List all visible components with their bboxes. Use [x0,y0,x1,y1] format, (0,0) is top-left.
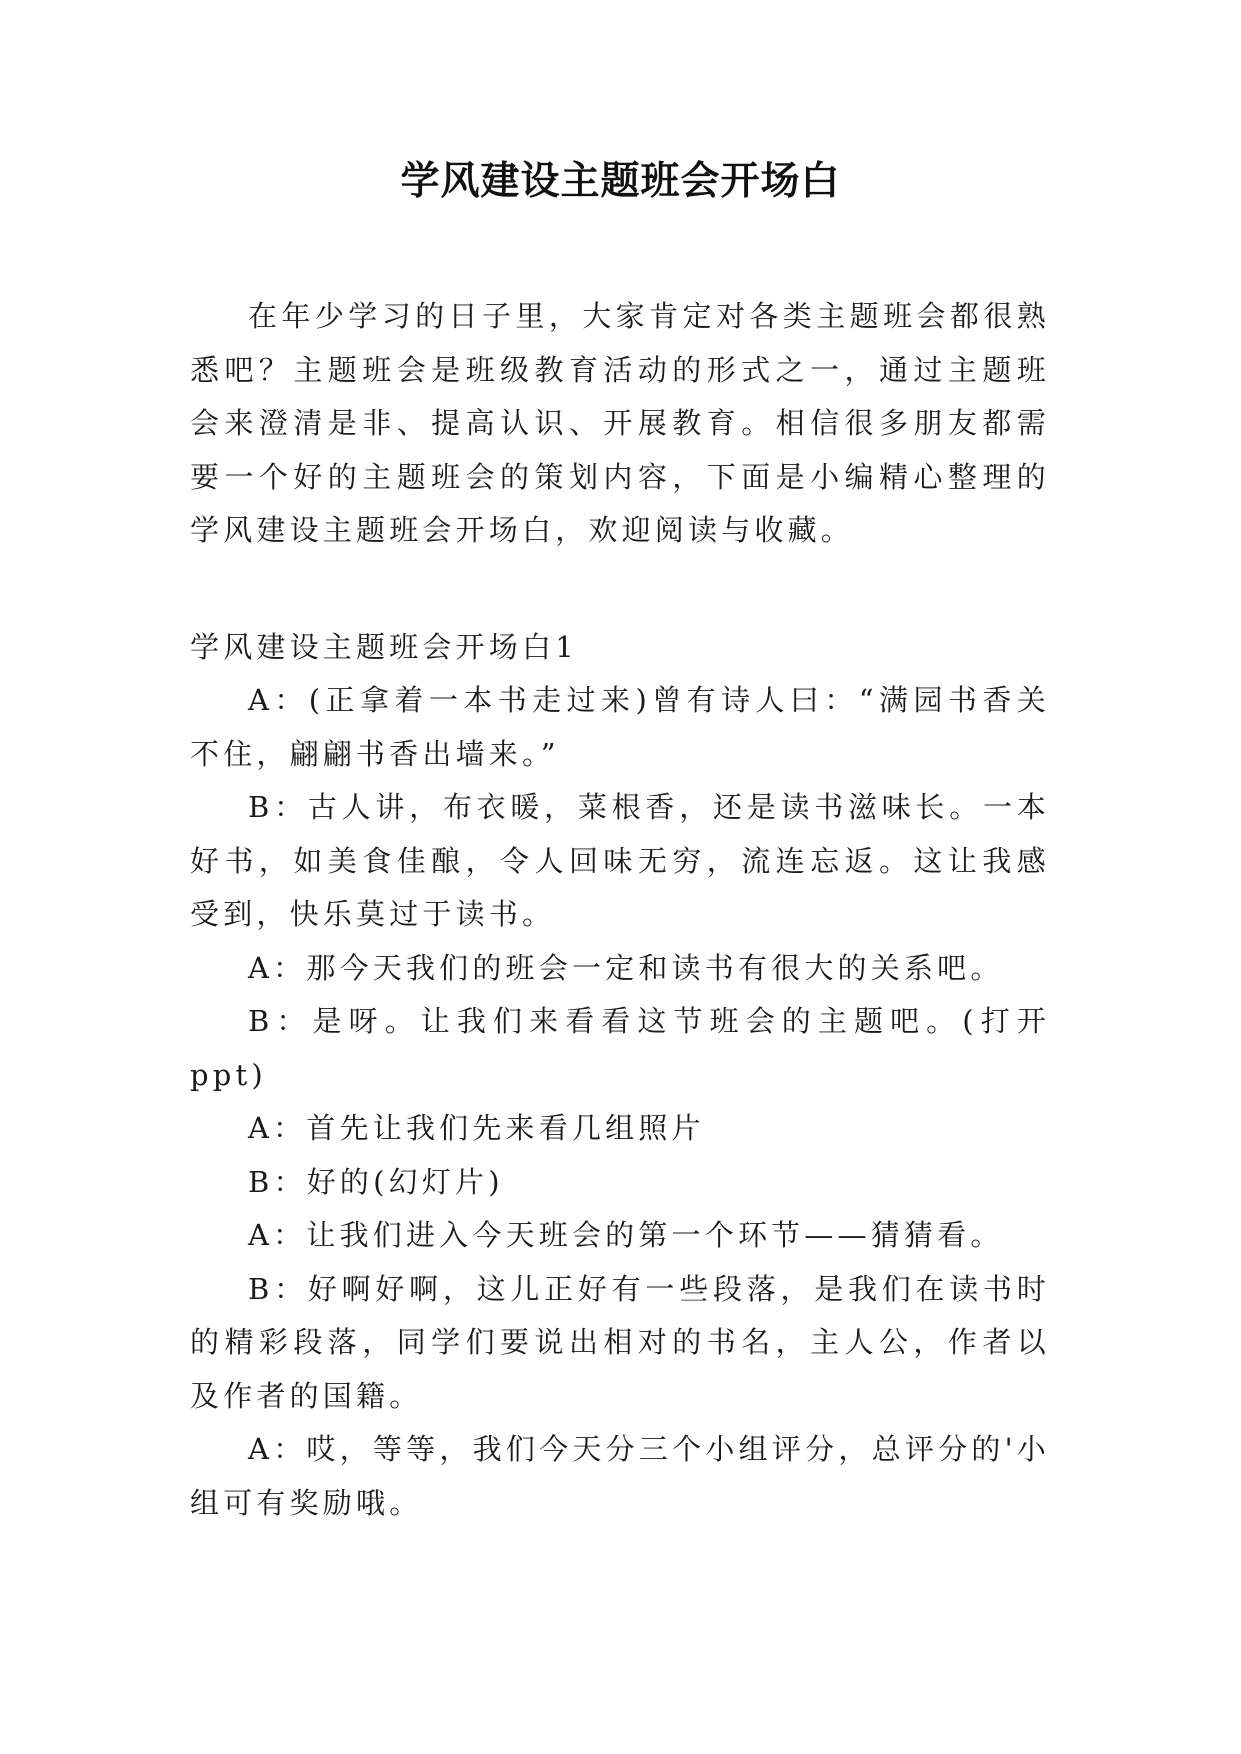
dialogue-line: B：是呀。让我们来看看这节班会的主题吧。(打开ppt) [190,1004,1050,1092]
dialogue-line: A：(正拿着一本书走过来)曾有诗人曰：“满园书香关不住，翩翩书香出墙来。” [190,683,1050,771]
document-body [190,290,1050,1530]
section-heading: 学风建设主题班会开场白1 [190,629,578,664]
dialogue-line: A：那今天我们的班会一定和读书有很大的关系吧。 [248,950,1004,985]
dialogue-line: B：好啊好啊，这儿正好有一些段落，是我们在读书时的精彩段落，同学们要说出相对的书名，主人公，作者以及作者的国籍。 [190,1271,1050,1413]
dialogue-line: B：好的(幻灯片) [248,1164,504,1199]
dialogue-line: A：让我们进入今天班会的第一个环节——猜猜看。 [248,1218,1004,1252]
dialogue-line: A：首先让我们先来看几组照片 [248,1111,705,1145]
intro-paragraph: 在年少学习的日子里，大家肯定对各类主题班会都很熟悉吧？主题班会是班级教育活动的形式之一，通过主题班会来澄清是非、提高认识、开展教育。相信很多朋友都需要一个好的主题班会的策划内容，下面是小编精心整理的学风建设主题班会开场白，欢迎阅读与收藏。 [190,299,1050,547]
document-title: 学风建设主题班会开场白 [400,158,841,204]
dialogue-line: A：哎，等等，我们今天分三个小组评分，总评分的'小组可有奖励哦。 [190,1432,1050,1520]
dialogue-line: B：古人讲，布衣暖，菜根香，还是读书滋味长。一本好书，如美食佳酿，令人回味无穷，流连忘返。这让我感受到，快乐莫过于读书。 [190,790,1050,931]
